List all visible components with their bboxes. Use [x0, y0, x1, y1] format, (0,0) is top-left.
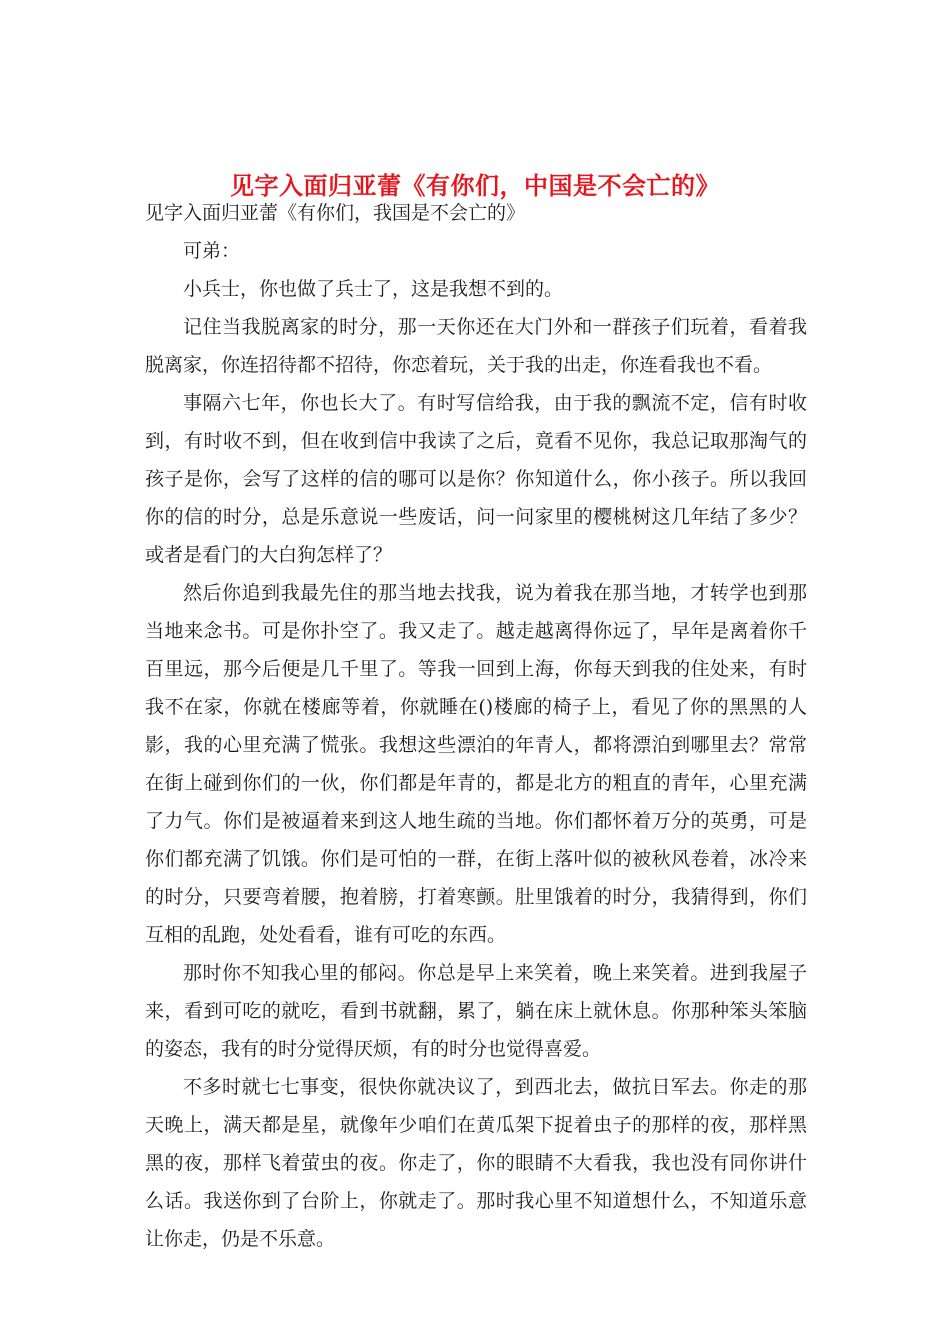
- paragraph-4: 然后你追到我最先住的那当地去找我，说为着我在那当地，才转学也到那当地来念书。可是你扑空了。我又走了。越走越离得你远了，早年是离着你千百里远，那今后便是几千里了。等我一回到上海，你每天到我的住处来，有时我不在家，你就在楼廊等着，你就睡在()楼廊的椅子上，看见了你的黑黑的人影，我的心里充满了慌张。我想这些漂泊的年青人，都将漂泊到哪里去？常常在街上碰到你们的一伙，你们都是年青的，都是北方的粗直的青年，心里充满了力气。你们是被逼着来到这人地生疏的当地。你们都怀着万分的英勇，可是你们都充满了饥饿。你们是可怕的一群，在街上落叶似的被秋风卷着，冰冷来的时分，只要弯着腰，抱着膀，打着寒颤。肚里饿着的时分，我猜得到，你们互相的乱跑，处处看看，谁有可吃的东西。: [145, 582, 807, 946]
- paragraph-5: 那时你不知我心里的郁闷。你总是早上来笑着，晚上来笑着。进到我屋子来，看到可吃的就吃，看到书就翻，累了，躺在床上就休息。你那种笨头笨脑的姿态，我有的时分觉得厌烦，有的时分也觉得喜爱。: [145, 962, 807, 1060]
- paragraph-2: 记住当我脱离家的时分，那一天你还在大门外和一群孩子们玩着，看着我脱离家，你连招待都不招待，你恋着玩，关于我的出走，你连看我也不看。: [145, 316, 807, 376]
- paragraph-3: 事隔六七年，你也长大了。有时写信给我，由于我的飘流不定，信有时收到，有时收不到，但在收到信中我读了之后，竟看不见你，我总记取那淘气的孩子是你，会写了这样的信的哪可以是你？你知道什么，你小孩子。所以我回你的信的时分，总是乐意说一些废话，问一问家里的樱桃树这几年结了多少？或者是看门的大白狗怎样了？: [145, 392, 807, 566]
- document-body: [145, 194, 807, 1258]
- document-subtitle: 见字入面归亚蕾《有你们，我国是不会亡的》: [145, 202, 526, 224]
- paragraph-6: 不多时就七七事变，很快你就决议了，到西北去，做抗日军去。你走的那天晚上，满天都是星，就像年少咱们在黄瓜架下捉着虫子的那样的夜，那样黑黑的夜，那样飞着萤虫的夜。你走了，你的眼睛不大看我，我也没有同你讲什么话。我送你到了台阶上，你就走了。那时我心里不知道想什么，不知道乐意让你走，仍是不乐意。: [145, 1076, 807, 1250]
- page-title: 见字入面归亚蕾《有你们，中国是不会亡的》: [230, 171, 720, 201]
- salutation: 可弟：: [183, 240, 241, 262]
- paragraph-1: 小兵士，你也做了兵士了，这是我想不到的。: [183, 278, 564, 300]
